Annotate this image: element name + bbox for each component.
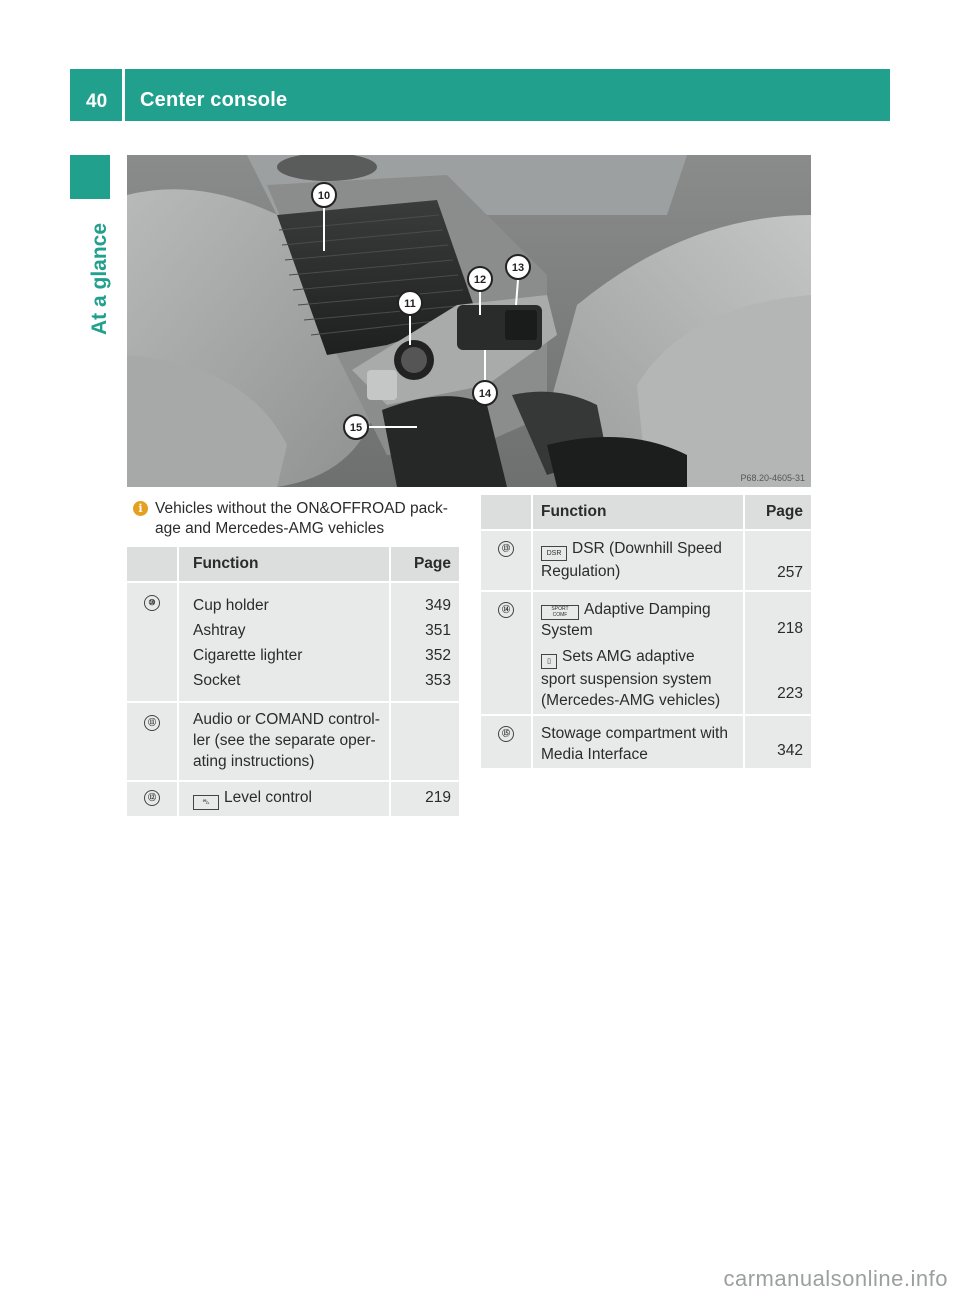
col-page-header: Page: [391, 547, 459, 581]
item-number: ⑬: [498, 541, 514, 557]
svg-text:11: 11: [404, 298, 416, 310]
page-title: Center console: [140, 89, 288, 111]
col-function-header: Function: [533, 495, 745, 529]
image-code: P68.20-4605-31: [740, 473, 805, 483]
item-number: ⑩: [144, 595, 160, 611]
function-text: Regulation): [541, 563, 621, 580]
function-text: Adaptive Damping: [584, 601, 711, 618]
section-label: At a glance: [88, 222, 111, 335]
function-text: Socket: [193, 672, 241, 689]
page-number-box: [70, 69, 125, 121]
function-text: DSR (Downhill Speed: [572, 540, 722, 557]
function-text: Cigarette lighter: [193, 647, 303, 664]
page-ref: 353: [425, 672, 451, 689]
item-number: ⑭: [498, 602, 514, 618]
header-bar: [70, 69, 890, 121]
item-number: ⑫: [144, 790, 160, 806]
function-text: Ashtray: [193, 622, 246, 639]
page-ref: 218: [777, 620, 803, 637]
item-number: ⑮: [498, 726, 514, 742]
table-row: [481, 529, 811, 590]
col-page-header: Page: [745, 495, 811, 529]
function-text: sport suspension system: [541, 671, 712, 688]
amg-suspension-icon: ▯: [541, 654, 557, 669]
page-ref: 352: [425, 647, 451, 664]
item-number: ⑪: [144, 715, 160, 731]
table-row: [481, 714, 811, 768]
note-line: age and Mercedes-AMG vehicles: [155, 520, 385, 537]
watermark[interactable]: carmanualsonline.info: [723, 1266, 948, 1291]
sport-comfort-icon: SPORT COMF: [541, 605, 579, 620]
page-ref: 351: [425, 622, 451, 639]
level-control-icon: ⛍: [193, 795, 219, 810]
svg-text:10: 10: [317, 190, 331, 202]
page-ref: 223: [777, 685, 803, 702]
callout-15: [344, 415, 368, 439]
function-text: Audio or COMAND control-: [193, 711, 380, 728]
function-text: ler (see the separate oper-: [193, 732, 376, 749]
table-row: [127, 581, 459, 701]
col-function-header: Function: [179, 547, 391, 581]
table-row: [481, 590, 811, 714]
info-note: [133, 499, 463, 539]
dsr-icon: DSR: [541, 546, 567, 561]
svg-text:12: 12: [473, 274, 487, 286]
table-row: [127, 780, 459, 816]
info-icon: i: [133, 501, 148, 516]
function-text: (Mercedes-AMG vehicles): [541, 692, 721, 709]
page-ref: 257: [777, 564, 803, 581]
page-ref: 349: [425, 597, 451, 614]
callout-10: [312, 183, 336, 207]
page-ref: 342: [777, 742, 803, 759]
left-function-table: [127, 547, 459, 816]
center-console-photo: [127, 155, 811, 487]
note-text: [155, 499, 463, 539]
callout-12: [468, 267, 492, 291]
col-num-header: [127, 547, 179, 581]
callout-11: [398, 291, 422, 315]
function-text: Sets AMG adaptive: [562, 648, 695, 665]
function-text: Stowage compartment with: [541, 725, 728, 742]
svg-text:13: 13: [511, 262, 525, 274]
callout-14: [473, 381, 497, 405]
note-line: Vehicles without the ON&OFFROAD pack-: [155, 500, 448, 517]
page-ref: 219: [425, 789, 451, 806]
right-function-table: [481, 495, 811, 768]
page-number: 40: [86, 91, 108, 112]
svg-text:15: 15: [349, 422, 363, 434]
function-text: System: [541, 622, 593, 639]
side-tab-marker: [70, 155, 110, 199]
table-row: [127, 701, 459, 780]
svg-text:14: 14: [478, 388, 492, 400]
callout-13: [506, 255, 530, 279]
function-text: Level control: [224, 789, 312, 806]
function-text: Media Interface: [541, 746, 648, 763]
function-text: ating instructions): [193, 753, 315, 770]
function-text: Cup holder: [193, 597, 269, 614]
col-num-header: [481, 495, 533, 529]
